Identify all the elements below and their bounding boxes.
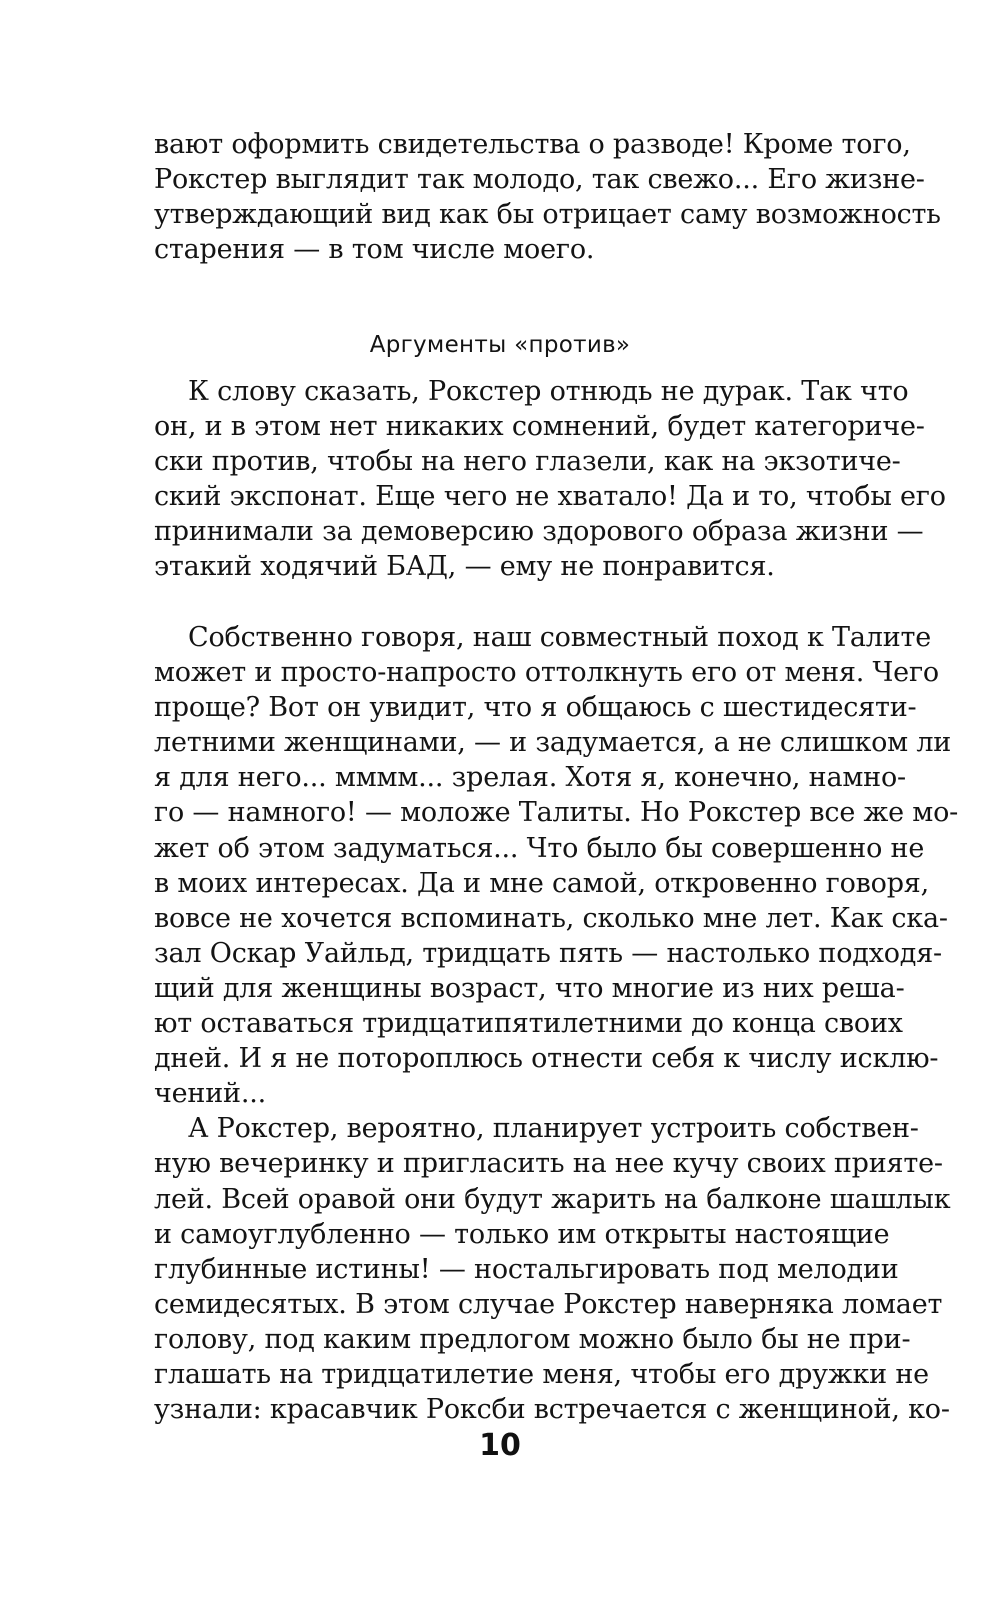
text-line: старения — в том числе моего.: [154, 234, 595, 266]
paragraph-argument-2: [154, 620, 959, 1427]
text-line: чений...: [154, 1078, 266, 1110]
text-line: лей. Всей оравой они будут жарить на балконе шашлык: [154, 1183, 951, 1215]
text-line: голову, под каким предлогом можно было бы не при-: [154, 1323, 911, 1355]
text-line: узнали: красавчик Роксби встречается с женщиной, ко-: [154, 1394, 950, 1426]
text-line: глашать на тридцатилетие меня, чтобы его дружки не: [154, 1358, 929, 1390]
section-heading: Аргументы «против»: [369, 332, 631, 358]
text-line: ют оставаться тридцатипятилетними до конца своих: [154, 1008, 903, 1040]
text-line: семидесятых. В этом случае Рокстер наверняка ломает: [154, 1288, 943, 1320]
text-line: К слову сказать, Рокстер отнюдь не дурак. Так что: [188, 376, 909, 407]
page-number: 10: [479, 1428, 521, 1463]
text-line: и самоуглубленно — только им открыты настоящие: [154, 1218, 890, 1250]
text-line: зал Оскар Уайльд, тридцать пять — настолько подходя-: [154, 937, 942, 969]
text-line: утверждающий вид как бы отрицает саму возможность: [154, 199, 941, 231]
text-line: проще? Вот он увидит, что я общаюсь с шестидесяти-: [154, 692, 917, 724]
text-line: может и просто-напросто оттолкнуть его от меня. Чего: [154, 657, 939, 689]
text-line: я для него... мммм... зрелая. Хотя я, конечно, намно-: [154, 762, 906, 794]
text-line: ски против, чтобы на него глазели, как на экзотиче-: [154, 446, 901, 478]
text-line: Собственно говоря, наш совместный поход к Талите: [188, 622, 931, 653]
text-line: вовсе не хочется вспоминать, сколько мне лет. Как ска-: [154, 902, 948, 934]
text-line: го — намного! — моложе Талиты. Но Рокстер все же мо-: [154, 797, 959, 829]
text-line: принимали за демоверсию здорового образа жизни —: [154, 516, 924, 548]
text-line: глубинные истины! — ностальгировать под мелодии: [154, 1253, 899, 1285]
text-line: Рокстер выглядит так молодо, так свежо... Его жизне-: [154, 164, 925, 196]
text-line: ную вечеринку и пригласить на нее кучу своих прияте-: [154, 1148, 943, 1180]
intro-paragraph: [154, 127, 941, 267]
text-line: жет об этом задуматься... Что было бы совершенно не: [154, 832, 925, 864]
text-line: в моих интересах. Да и мне самой, откровенно говоря,: [154, 867, 929, 899]
text-line: А Рокстер, вероятно, планирует устроить собствен-: [188, 1113, 919, 1145]
paragraph-argument-1: [154, 374, 946, 585]
text-line: летними женщинами, — и задумается, а не слишком ли: [154, 727, 952, 759]
text-line: ский экспонат. Еще чего не хватало! Да и то, чтобы его: [154, 481, 946, 513]
text-line: щий для женщины возраст, что многие из них реша-: [154, 972, 905, 1004]
text-line: он, и в этом нет никаких сомнений, будет категориче-: [154, 411, 925, 443]
text-line: вают оформить свидетельства о разводе! Кроме того,: [154, 129, 911, 160]
text-line: этакий ходячий БАД, — ему не понравится.: [154, 551, 775, 583]
text-line: дней. И я не потороплюсь отнести себя к числу исклю-: [154, 1043, 939, 1075]
